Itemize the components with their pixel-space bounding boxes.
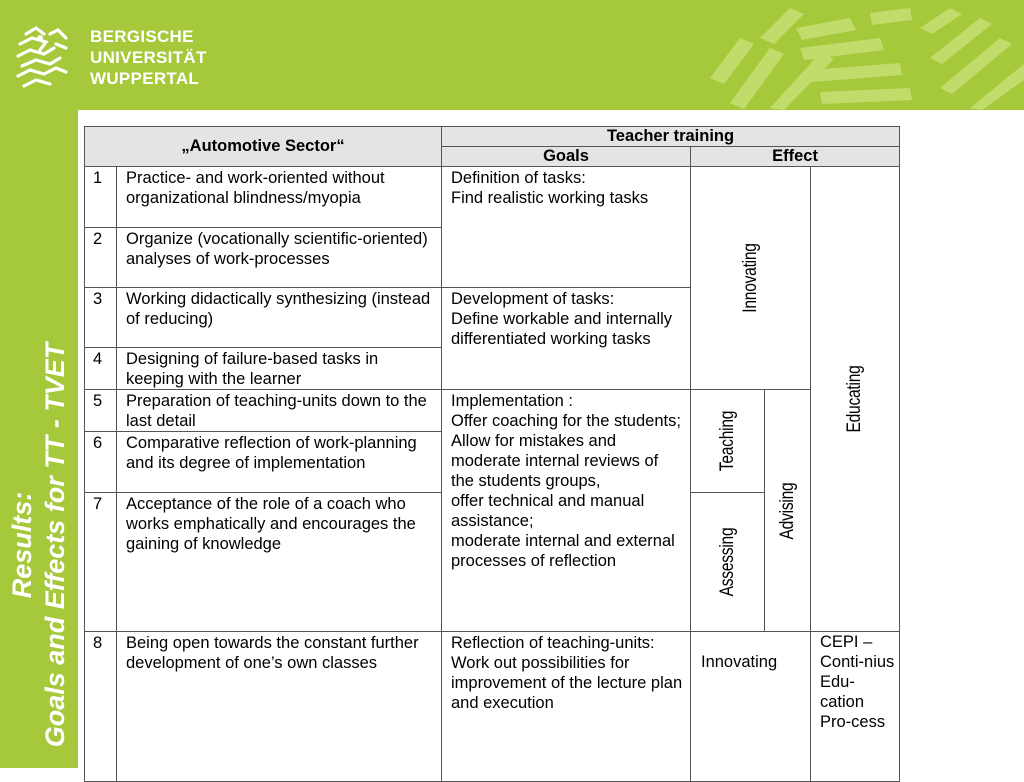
goal-detail: Allow for mistakes and moderate internal reviews of the students groups, — [451, 432, 659, 490]
effect-innovating — [691, 167, 811, 390]
university-name-line-2: UNIVERSITÄT — [90, 48, 207, 67]
goal-reflection — [442, 632, 691, 782]
effect-teaching — [691, 390, 765, 493]
sector-goal-cell: Preparation of teaching-units down to the last detail — [117, 390, 442, 432]
decorative-lion-watermark-icon — [700, 8, 1024, 110]
goal-detail: Offer coaching for the students; — [451, 412, 681, 430]
sector-goal-cell: Practice- and work-oriented without organizational blindness/myopia — [117, 167, 442, 228]
row-number: 7 — [85, 493, 117, 632]
goal-heading: Implementation : — [451, 392, 573, 410]
goal-detail: offer technical and manual assistance; — [451, 492, 645, 530]
header-teacher-training: Teacher training — [442, 127, 900, 147]
university-name — [90, 26, 207, 89]
sidebar — [0, 110, 78, 768]
slide-title-line-1: Results: — [7, 491, 37, 599]
goal-definition-of-tasks — [442, 167, 691, 288]
effect-innovating-row8: Innovating — [691, 632, 811, 782]
effect-cepi: CEPI – Conti-nius Edu-cation Pro-cess — [811, 632, 900, 782]
effect-advising-label: Advising — [776, 482, 798, 539]
goal-detail: moderate internal and external processes of reflection — [451, 532, 675, 570]
effect-innovating-label: Innovating — [739, 243, 761, 313]
slide-title — [6, 343, 72, 748]
row-number: 5 — [85, 390, 117, 432]
effect-assessing-label: Assessing — [716, 527, 738, 597]
effect-educating-label: Educating — [844, 365, 866, 433]
sector-goal-cell: Comparative reflection of work-planning and its degree of implementation — [117, 432, 442, 493]
sector-goal-cell: Organize (vocationally scientific-oriented) analyses of work-processes — [117, 228, 442, 288]
header-banner — [0, 0, 1024, 110]
row-number: 2 — [85, 228, 117, 288]
university-name-line-1: BERGISCHE — [90, 27, 194, 46]
row-number: 6 — [85, 432, 117, 493]
header-automotive-sector: „Automotive Sector“ — [85, 127, 442, 167]
subheader-effect: Effect — [691, 147, 900, 167]
goals-effects-table — [84, 126, 900, 782]
effect-assessing — [691, 493, 765, 632]
sector-goal-cell: Being open towards the constant further development of one’s own classes — [117, 632, 442, 782]
university-name-line-3: WUPPERTAL — [90, 69, 200, 88]
goal-heading: Reflection of teaching-units: — [451, 634, 655, 652]
effect-teaching-label: Teaching — [716, 410, 738, 472]
effect-advising — [765, 390, 811, 632]
subheader-goals: Goals — [442, 147, 691, 167]
row-number: 3 — [85, 288, 117, 348]
goal-detail: Find realistic working tasks — [451, 189, 649, 207]
sector-goal-cell: Acceptance of the role of a coach who works emphatically and encourages the gaining of knowledge — [117, 493, 442, 632]
goal-detail: Work out possibilities for improvement of the lecture plan and execution — [451, 654, 683, 712]
goal-heading: Definition of tasks: — [451, 169, 586, 187]
sector-goal-cell: Working didactically synthesizing (instead of reducing) — [117, 288, 442, 348]
goal-development-of-tasks — [442, 288, 691, 390]
slide-title-line-2: Goals and Effects for TT - TVET — [40, 342, 70, 748]
university-lion-logo-icon — [10, 24, 74, 92]
row-number: 1 — [85, 167, 117, 228]
goal-implementation — [442, 390, 691, 632]
effect-educating — [811, 167, 900, 632]
sector-goal-cell: Designing of failure-based tasks in keeping with the learner — [117, 348, 442, 390]
row-number: 4 — [85, 348, 117, 390]
goal-heading: Development of tasks: — [451, 290, 615, 308]
goal-detail: Define workable and internally differentiated working tasks — [451, 310, 673, 348]
row-number: 8 — [85, 632, 117, 782]
